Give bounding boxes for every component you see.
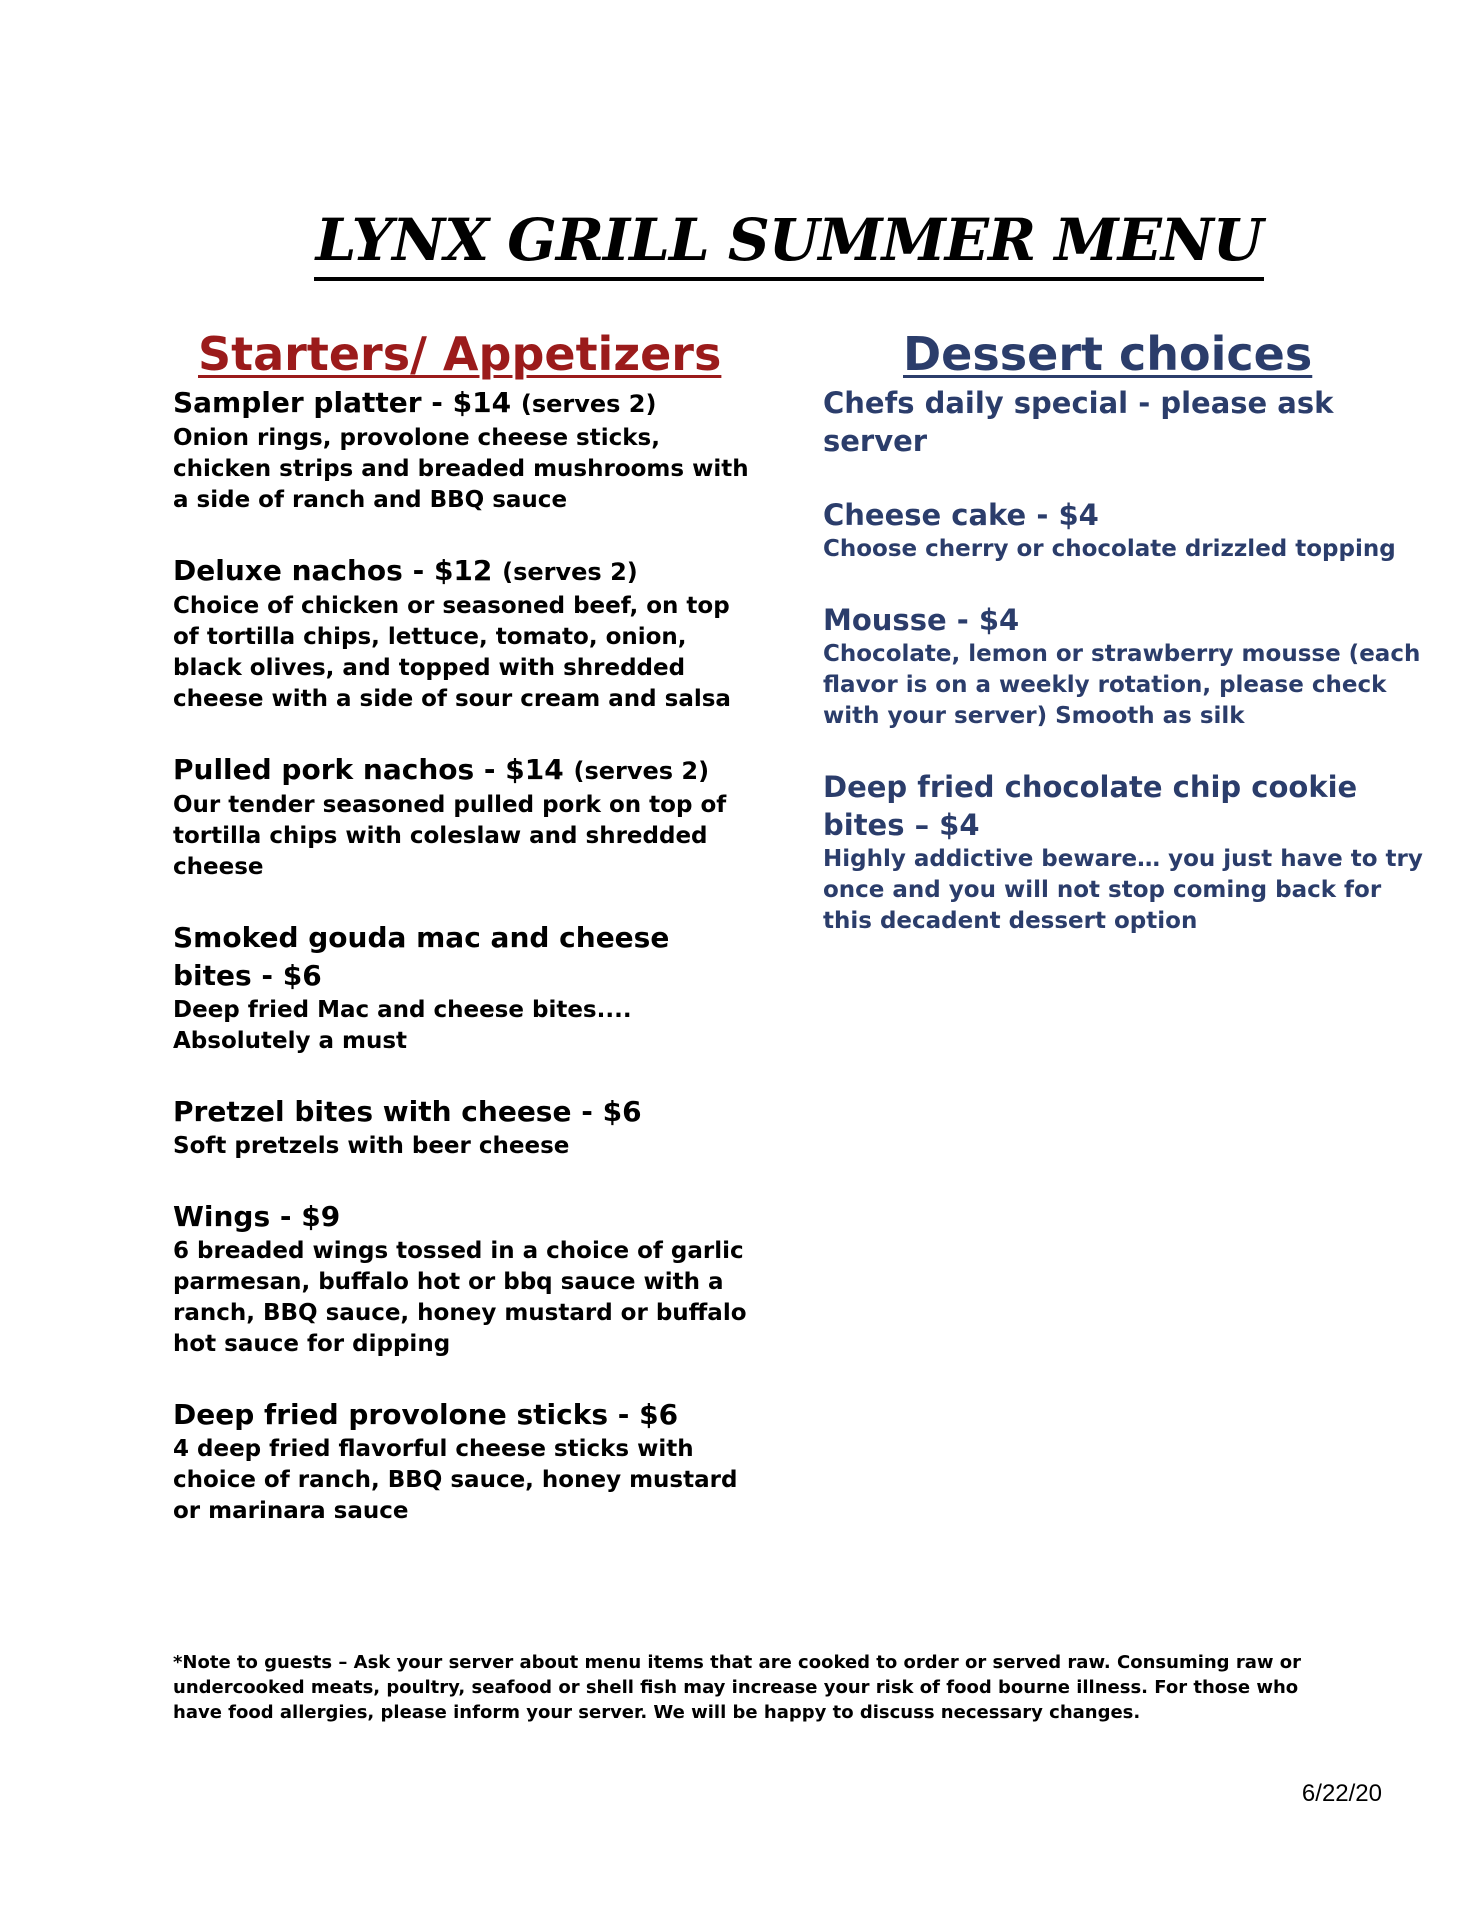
starters-section <box>173 328 753 1563</box>
menu-item <box>173 919 753 1057</box>
item-description: 6 breaded wings tossed in a choice of garlic parmesan, buffalo hot or bbq sauce with a ranch, BBQ sauce, honey mustard or buffalo hot sauce for dipping <box>173 1238 747 1357</box>
item-name: Pulled pork nachos - $14 <box>173 753 564 786</box>
item-description: Deep fried Mac and cheese bites.... Absolutely a must <box>173 997 632 1054</box>
item-serves: (serves 2) <box>520 390 657 418</box>
menu-item <box>173 552 753 715</box>
dessert-item <box>823 496 1423 565</box>
item-serves: (serves 2) <box>502 558 638 586</box>
item-description: Choice of chicken or seasoned beef, on top of tortilla chips, lettuce, tomato, onion, black olives, and topped with shredded cheese with a side of sour cream and salsa <box>173 593 731 712</box>
item-name: Sampler platter - $14 <box>173 386 512 419</box>
starters-heading: Starters/ Appetizers <box>198 327 722 381</box>
item-serves: (serves 2) <box>573 757 710 785</box>
item-name: Pretzel bites with cheese - $6 <box>173 1095 642 1128</box>
item-name: Chefs daily special - please ask server <box>823 386 1334 458</box>
item-name: Smoked gouda mac and cheese bites - $6 <box>173 921 670 992</box>
item-name: Mousse - $4 <box>823 603 1020 637</box>
item-description: Our tender seasoned pulled pork on top of tortilla chips with coleslaw and shredded cheese <box>173 792 727 880</box>
item-description: Onion rings, provolone cheese sticks, chicken strips and breaded mushrooms with a side of ranch and BBQ sauce <box>173 425 749 513</box>
item-name: Deep fried provolone sticks - $6 <box>173 1398 679 1431</box>
menu-title-text: LYNX GRILL SUMMER MENU <box>314 205 1265 281</box>
guest-note: *Note to guests – Ask your server about menu items that are cooked to order or served raw. Consuming raw or undercooked meats, poultry, seafood or shell fish may increase your risk of food bourne illness. For those who have food allergies, please inform your server. We will be happy to discuss necessary changes. <box>173 1652 1301 1723</box>
item-description: 4 deep fried flavorful cheese sticks with choice of ranch, BBQ sauce, honey mustard or marinara sauce <box>173 1436 738 1524</box>
menu-title <box>0 205 1484 281</box>
dessert-item <box>823 601 1423 732</box>
item-description: Highly addictive beware… you just have to try once and you will not stop coming back for this decadent dessert option <box>823 846 1423 934</box>
menu-item <box>173 751 753 883</box>
item-description: Soft pretzels with beer cheese <box>173 1133 570 1159</box>
item-name: Deluxe nachos - $12 <box>173 554 493 587</box>
item-name: Deep fried chocolate chip cookie bites – $4 <box>823 770 1358 842</box>
dessert-item <box>823 384 1423 460</box>
menu-item <box>173 1198 753 1360</box>
menu-item <box>173 384 753 516</box>
item-name: Cheese cake - $4 <box>823 498 1099 532</box>
item-description: Choose cherry or chocolate drizzled topping <box>823 536 1396 562</box>
menu-item <box>173 1093 753 1162</box>
item-name: Wings - $9 <box>173 1200 341 1233</box>
desserts-section <box>823 328 1423 973</box>
dessert-item <box>823 768 1423 937</box>
menu-item <box>173 1396 753 1527</box>
item-description: Chocolate, lemon or strawberry mousse (each flavor is on a weekly rotation, please check with your server) Smooth as silk <box>823 641 1421 729</box>
menu-date: 6/22/20 <box>1301 1780 1382 1807</box>
desserts-heading: Dessert choices <box>903 327 1313 381</box>
